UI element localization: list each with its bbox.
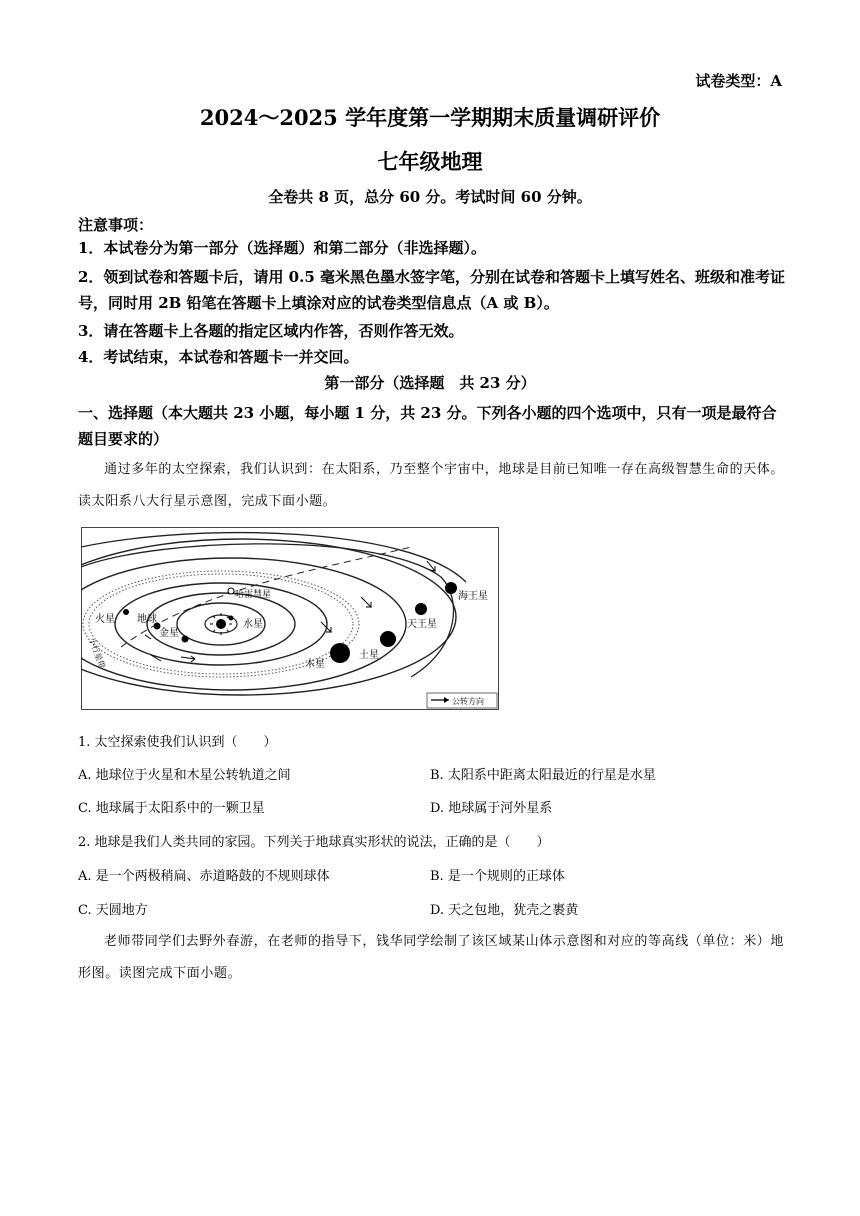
exam-info: 全卷共 8 页，总分 60 分。考试时间 60 分钟。: [268, 188, 592, 206]
label-jupiter: 木星: [305, 659, 325, 670]
subject-title: 七年级地理: [377, 149, 483, 174]
label-uranus: 天王星: [407, 619, 437, 630]
saturn-dot: [380, 631, 396, 647]
q2-option-a: A. 是一个两极稍扁、赤道略鼓的不规则球体: [78, 869, 330, 884]
label-mars: 火星: [95, 614, 115, 625]
label-earth: 地球: [137, 614, 157, 625]
q2-option-c: C. 天圆地方: [78, 903, 148, 918]
mercury-dot: [229, 616, 234, 621]
q1-option-c: C. 地球属于太阳系中的一颗卫星: [78, 801, 265, 816]
notes-heading: 注意事项：: [78, 216, 154, 234]
venus-dot: [182, 636, 189, 643]
label-asteroid-belt: 小行星带: [87, 636, 107, 670]
jupiter-dot: [330, 643, 350, 663]
exam-title: 2024～2025 学年度第一学期期末质量调研评价: [199, 105, 661, 130]
mars-dot: [123, 609, 129, 615]
uranus-dot: [415, 603, 427, 615]
part-title: 第一部分（选择题 共 23 分）: [324, 374, 536, 392]
comet-dot: [228, 588, 234, 594]
solar-system-figure: [81, 527, 499, 710]
question-2-stem: 2. 地球是我们人类共同的家园。下列关于地球真实形状的说法，正确的是（ ）: [78, 835, 550, 850]
intro-paragraph-2: 老师带同学们去野外春游，在老师的指导下，钱华同学绘制了该区域某山体示意图和对应的等高线（单位：米）地形图。读图完成下面小题。: [78, 934, 785, 981]
q2-option-b: B. 是一个规则的正球体: [430, 869, 565, 884]
q1-option-a: A. 地球位于火星和木星公转轨道之间: [78, 768, 291, 783]
section-heading: 一、选择题（本大题共 23 小题，每小题 1 分，共 23 分。下列各小题的四个选项中，只有一项是最符合题目要求的）: [78, 404, 777, 448]
note-item-1: 1．本试卷分为第一部分（选择题）和第二部分（非选择题）。: [78, 239, 486, 257]
intro-paragraph-1: 通过多年的太空探索，我们认识到：在太阳系，乃至整个宇宙中，地球是目前已知唯一存在高级智慧生命的天体。读太阳系八大行星示意图，完成下面小题。: [78, 462, 785, 509]
note-item-2: 2．领到试卷和答题卡后，请用 0.5 毫米黑色墨水签字笔，分别在试卷和答题卡上填写姓名、班级和准考证号，同时用 2B 铅笔在答题卡上填涂对应的试卷类型信息点（A 或 B）。: [78, 268, 785, 312]
label-comet: 哈雷彗星: [235, 590, 272, 600]
question-1-stem: 1. 太空探索使我们认识到（ ）: [78, 735, 277, 750]
label-venus: 金星: [159, 628, 179, 639]
label-saturn: 土星: [359, 650, 379, 661]
legend-label: 公转方向: [452, 697, 484, 706]
neptune-dot: [445, 582, 457, 594]
label-neptune: 海王星: [458, 591, 488, 602]
q2-option-d: D. 天之包地，犹壳之裹黄: [430, 903, 579, 918]
exam-type: 试卷类型：A: [695, 72, 782, 90]
q1-option-b: B. 太阳系中距离太阳最近的行星是水星: [430, 768, 656, 783]
label-mercury: 水星: [243, 619, 263, 630]
q1-option-d: D. 地球属于河外星系: [430, 801, 553, 816]
note-item-3: 3．请在答题卡上各题的指定区域内作答，否则作答无效。: [78, 322, 464, 340]
note-item-4: 4．考试结束，本试卷和答题卡一并交回。: [78, 348, 359, 366]
